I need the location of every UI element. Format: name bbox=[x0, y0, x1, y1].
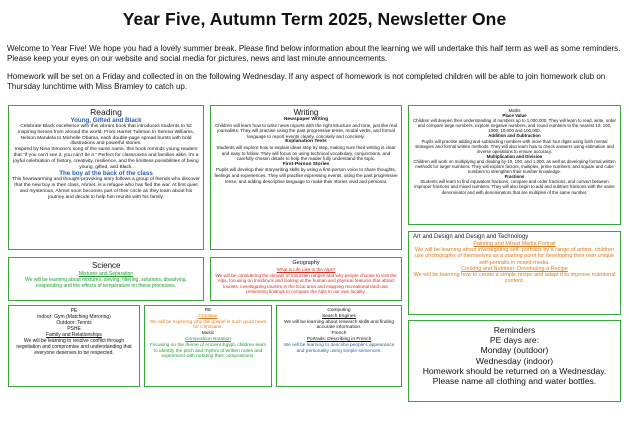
re-topic: Christian bbox=[198, 313, 218, 319]
homework-paragraph: Homework will be set on a Friday and collected in on the following Wednesday. If any aspect of homework is not completed children will be able to join homework club on Thursday lunchtime with Miss Bramley to catch up. bbox=[7, 72, 606, 91]
music-heading: Music bbox=[201, 331, 215, 337]
maths-box bbox=[408, 105, 621, 225]
french-heading: French bbox=[331, 331, 347, 337]
science-text: We will be learning about mixtures, sieving, filtering, solutions, dissolving, evaporating and the effects of temperature on these processes. bbox=[25, 277, 187, 289]
pshe-heading: PSHE bbox=[67, 326, 81, 332]
maths-section-text: Pupils will practise adding and subtracting numbers with more than four digits using both mental strategies and formal written methods. They will also learn how to check answers using estimation and inverse operations to ensure accuracy. bbox=[415, 138, 614, 154]
reminders-heading: Reminders bbox=[493, 325, 536, 335]
reminders-box bbox=[408, 320, 621, 402]
writing-section-text: Students will explore how to explain ideas step by step, making sure their writing is clear and easy to follow. They will focus on using technical vocabulary, conjunctions, and carefully chosen details to help the reader fully understand the topic. bbox=[216, 144, 396, 162]
pshe-topic: Family and Relationships bbox=[46, 332, 102, 338]
pshe-text: We will be learning to resolve conflict through negotiation and compromise and understanding that everyone deserves to be respected. bbox=[16, 338, 132, 356]
re-music-box bbox=[144, 305, 272, 387]
art-text1: We will be learning about investigating self- portraits by a range of artists, children use photographs of themselves as a starting point for developing their own unique self-portraits in mixed-media. bbox=[414, 247, 615, 266]
reminders-homework: Homework should be returned on a Wednesday. bbox=[422, 365, 607, 376]
writing-heading: Writing bbox=[293, 108, 319, 117]
reading-book1-text: Celebrate Black excellence with this vibrant book that introduces students to 52 inspiring heroes from around the world. From Harriet Tubman to Serena Williams, Nelson Mandela to Michelle Obama, each double-page spread bursts with bold illustrations and powerful stories. bbox=[17, 124, 195, 147]
maths-section-text: Students will learn to find equivalent fractions, compare and order fractions, and convert between improper fractions and mixed numbers. They will also begin to add and subtract fractions with the same denominator and with denominators that are multiples of the same number. bbox=[414, 179, 615, 195]
re-heading: RE bbox=[204, 308, 212, 313]
writing-section-text: Pupils will develop their storywriting skills by using a first-person voice to share thoughts, feelings and experiences. They will practise expressing events, using the past progressive tense, and adding descriptive language to make their stories vivid and personal. bbox=[214, 167, 398, 184]
reminders-labels: Please name all clothing and water bottles. bbox=[432, 376, 597, 387]
welcome-paragraph: Welcome to Year Five! We hope you had a lovely summer break. Please find below information about the learning we will undertake this half term as well as some reminders. Please keep your eyes on our website and social media for pictures, news and last minute announcements. bbox=[7, 44, 621, 63]
science-heading: Science bbox=[92, 261, 121, 270]
art-topic1: Painting and Mixed Media Portrait bbox=[473, 241, 556, 247]
writing-section-text: Children will learn how to write news reports with the right structure and tone, just like real journalists. They will practise using the past progressive tense, modal verbs, and formal language to report events clearly, concisely and concisely. bbox=[214, 122, 398, 139]
reading-book2-text: This heartwarming and thought-provoking story follows a group of friends who discover that the new boy in their class, Ahmet, is a refugee who has fled the war. At first quiet and mysterious, Ahmet soon becomes part of their circle as they learn about his journey and decide to help him reunite with his family. bbox=[12, 177, 200, 200]
geography-text: We will be considering the climate of mountain ranges and why people choose to visit the Alps, focusing on Innsbruck and looking at the human and physical features that attract tourists, investigating tourism in the local area and mapping recreational land use, presenting findings to compare the Alps to our own locality. bbox=[215, 272, 397, 295]
art-topic2: Cooking and Nutrition: Developing a Recipe bbox=[461, 265, 568, 272]
reading-book1-title: Young, Gifted and Black bbox=[70, 117, 142, 124]
re-text: We will be exploring why the gospel is such good news for Christians. bbox=[149, 319, 267, 331]
art-text2: We will be learning how to create a simple recipe and adapt it to improve nutritional content. bbox=[413, 272, 616, 285]
reading-heading: Reading bbox=[90, 107, 122, 117]
maths-section-heading: Fractions bbox=[504, 174, 525, 180]
reading-book2-title: The boy at the back of the class bbox=[59, 170, 153, 178]
science-topic: Mixtures and Separation bbox=[78, 271, 134, 277]
newsletter-title: Year Five, Autumn Term 2025, Newsletter One bbox=[122, 9, 507, 29]
maths-section-text: Children will work on multiplying and dividing by 10, 100, and 1,000, as well as developing formal written methods for larger numbers. They will explore factors, multiples, prime numbers, and square and cube numbers to strengthen their number knowledge. bbox=[413, 158, 616, 175]
science-box bbox=[8, 257, 204, 301]
geography-box bbox=[210, 257, 402, 301]
maths-section-text: Children will deepen their understanding of numbers up to 1,000,000. They will learn to read, write, order and compare large numbers, explore negative numbers, and round numbers to the nearest 10, 100, 1000, 10,000 and 100,000. bbox=[413, 118, 616, 134]
maths-section-heading: Multiplication and Division bbox=[486, 153, 543, 159]
reminders-day-outdoor: Monday (outdoor) bbox=[480, 345, 549, 356]
computing-topic: Search Engines bbox=[322, 313, 356, 319]
writing-section-heading: Newspaper Writing bbox=[283, 117, 329, 122]
computing-heading: Computing bbox=[327, 308, 351, 313]
art-dt-box bbox=[408, 231, 621, 315]
pe-heading: PE bbox=[70, 308, 78, 314]
writing-section-heading: Explanation Texts bbox=[285, 139, 327, 145]
reminders-pe-days: PE days are: bbox=[489, 335, 540, 346]
writing-box bbox=[210, 105, 402, 250]
pe-indoor: Indoor: Gym (Matching Mirroring) bbox=[37, 314, 111, 320]
art-heading: Art and Design and Design and Technology bbox=[413, 234, 529, 240]
music-text: Focusing on the theme of Ancient Egypt, children learn to identify the pitch and rhythm of written notes and experiment with notating their compositions. bbox=[149, 342, 267, 360]
maths-section-heading: Addition and Subtraction bbox=[488, 133, 541, 139]
pe-outdoor: Outdoor: Tennis bbox=[56, 320, 92, 326]
pe-pshe-box bbox=[8, 305, 140, 387]
computing-text: We will be learning about research skills and finding accurate information. bbox=[283, 319, 395, 331]
music-topic: Composition Notation bbox=[185, 336, 231, 342]
maths-section-heading: Place Value bbox=[502, 113, 527, 119]
maths-heading: Maths bbox=[508, 108, 521, 113]
french-text: We will be learning to describe people's appearance and personality using simple sentences. bbox=[283, 342, 395, 354]
french-topic: Portraits: Describing in French bbox=[306, 336, 372, 342]
reading-box bbox=[8, 105, 204, 250]
geography-heading: Geography bbox=[292, 260, 320, 266]
writing-section-heading: First-Person Stories bbox=[282, 161, 330, 167]
reading-book1-text2: Inspired by Nina Simone's song of the same name, this book reminds young readers that "if you can't see it, you can't be it." Perfect for classrooms and families alike, it's a joyful celebration of history, creativity, resilience, and the limitless possibilities of being young, gifted, and Black. bbox=[13, 147, 199, 170]
reminders-day-indoor: Wednesday (indoor) bbox=[475, 355, 554, 366]
geography-question: What is Life Like in the Alps? bbox=[276, 267, 336, 272]
computing-french-box bbox=[276, 305, 402, 387]
